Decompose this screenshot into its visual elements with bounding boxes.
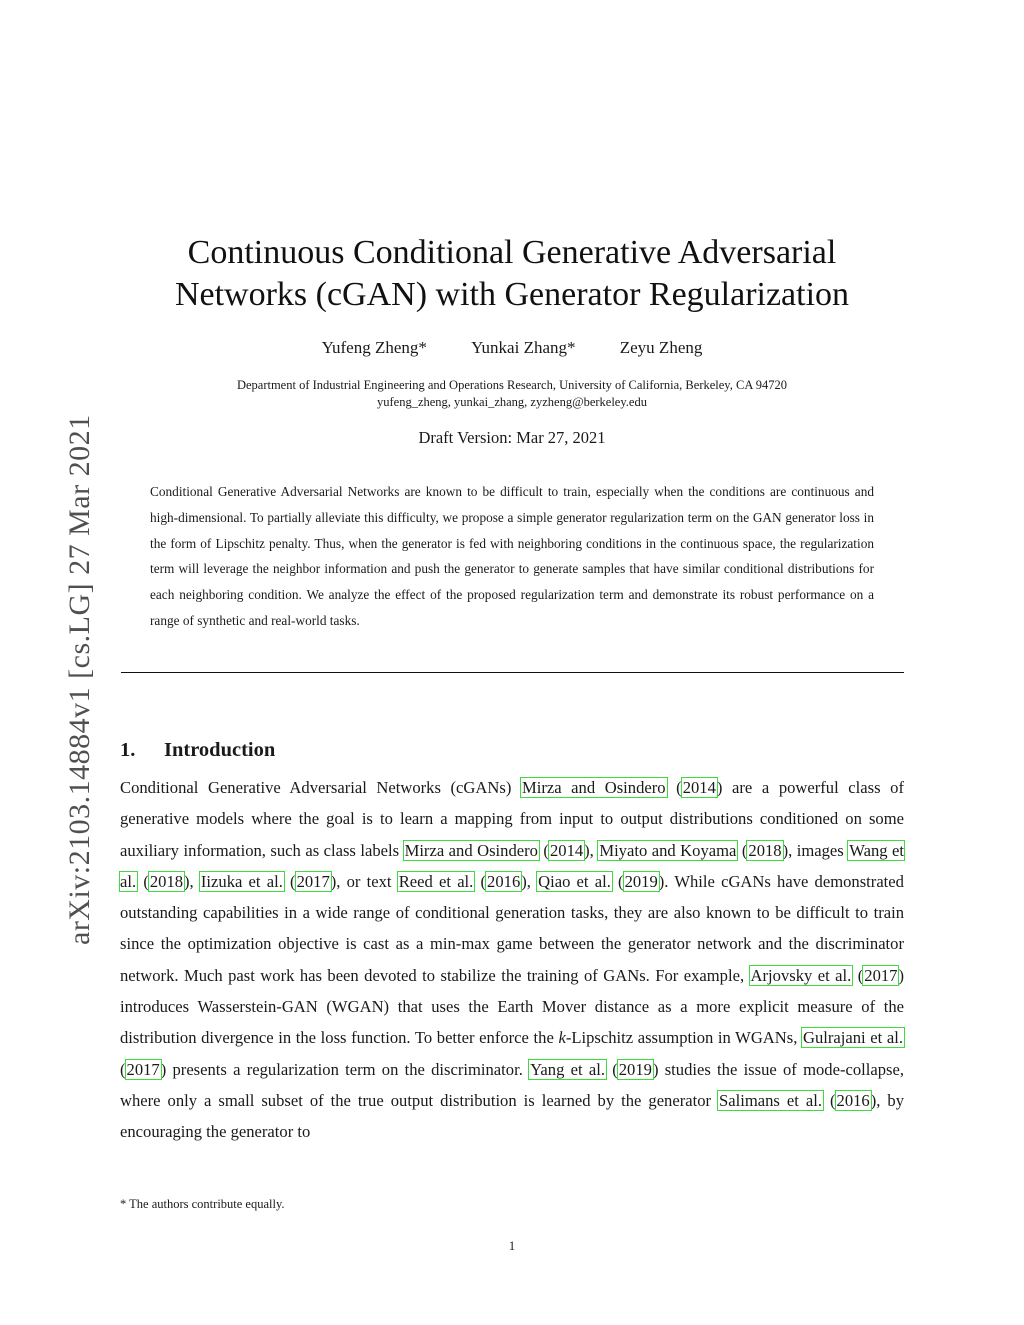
intro-text: -Lipschitz assumption in WGANs, <box>565 1028 802 1048</box>
author-1: Yufeng Zheng* <box>321 338 427 357</box>
intro-text: Conditional Generative Adversarial Networks (cGANs) <box>120 778 521 797</box>
citation-year-link[interactable]: 2017 <box>126 1059 160 1079</box>
citation-link[interactable]: Wang et al. <box>120 840 904 891</box>
intro-text: are a powerful class of generative models where the goal is to learn a mapping from input to output distributions conditioned on some auxiliary information, such as class labels <box>120 778 904 860</box>
citation-link[interactable]: Qiao et al. <box>538 871 611 891</box>
citation-link[interactable]: Arjovsky et al. <box>750 965 852 985</box>
paper-title <box>0 232 1024 316</box>
arxiv-identifier: arXiv:2103.14884v1 [cs.LG] 27 Mar 2021 <box>63 414 96 945</box>
citation-year-link[interactable]: 2016 <box>836 1090 870 1110</box>
title-line-1: Continuous Conditional Generative Adversarial <box>187 234 837 271</box>
title-line-2: Networks (cGAN) with Generator Regularization <box>174 276 850 313</box>
citation-link[interactable]: Mirza and Osindero <box>521 778 666 797</box>
page-number: 1 <box>508 1239 516 1253</box>
intro-text: presents a regularization term on the discriminator. <box>166 1059 530 1079</box>
citation-year-link[interactable]: 2019 <box>618 1059 652 1079</box>
citation-year-link[interactable]: 2014 <box>549 840 584 860</box>
citation-year-link[interactable]: 2016 <box>487 871 521 891</box>
citation-year-link[interactable]: 2019 <box>624 871 658 891</box>
citation-link[interactable]: Miyato and Koyama <box>599 840 737 860</box>
intro-text: , images <box>788 840 849 860</box>
abstract-divider <box>121 672 904 673</box>
introduction-paragraph: Conditional Generative Adversarial Networks (cGANs) Mirza and Osindero (2014) are a powerful class of generative models where the goal is to learn a mapping from input to output distributions conditioned on some auxiliary information, such as class labels Mirza and Osindero (2014), Miyato and Koyama (2018), images Wang et al. (2018), Iizuka et al. (2017), or text Reed et al. (2016), Qiao et al. (2019). While cGANs have demonstrated outstanding capabilities in a wide range of conditional generation tasks, they are also known to be difficult to train since the optimization objective is cast as a min-max game between the generator network and the discriminator network. Much past work has been devoted to stabilize the training of GANs. For example, Arjovsky et al. (2017) introduces Wasserstein-GAN (WGAN) that uses the Earth Mover distance as a more explicit measure of the distribution divergence in the loss function. To better enforce the k-Lipschitz assumption in WGANs, Gulrajani et al. (2017) presents a regularization term on the discriminator. Yang et al. (2019) studies the issue of mode-collapse, where only a small subset of the true output distribution is learned by the generator Salimans et al. (2016), by encouraging the generator to <box>120 778 904 1142</box>
intro-text: . While cGANs have demonstrated outstanding capabilities in a wide range of conditional generation tasks, they are also known to be difficult to train since the optimization objective is cast as a min-max game between the generator network and the discriminator network. Much past work has been devoted to stabilize the training of GANs. For example, <box>120 871 904 985</box>
affiliation-emails: yufeng_zheng, yunkai_zhang, zyzheng@berkeley.edu <box>377 395 647 409</box>
citation-year-link[interactable]: 2017 <box>864 965 898 985</box>
intro-text: , or text <box>336 871 398 891</box>
intro-text: , by encouraging the generator to <box>120 1090 904 1142</box>
author-3: Zeyu Zheng <box>619 338 703 357</box>
draft-version: Draft Version: Mar 27, 2021 <box>418 428 606 447</box>
citation-year-link[interactable]: 2017 <box>296 871 330 891</box>
section-number: 1. <box>120 739 136 761</box>
citation-year-link[interactable]: 2014 <box>682 778 716 797</box>
citation-link[interactable]: Iizuka et al. <box>200 871 283 891</box>
math-k: k <box>558 1028 566 1048</box>
citation-link[interactable]: Reed et al. <box>398 871 474 891</box>
citation-link[interactable]: Salimans et al. <box>719 1090 822 1110</box>
citation-link[interactable]: Yang et al. <box>530 1059 605 1079</box>
abstract: Conditional Generative Adversarial Networks are known to be difficult to train, especially when the conditions are continuous and high-dimensional. To partially alleviate this difficulty, we propose a simple generator regularization term on the GAN generator loss in the form of Lipschitz penalty. Thus, when the generator is fed with neighboring conditions in the continuous space, the regularization term will leverage the neighbor information and push the generator to generate samples that have similar conditional distributions for each neighboring condition. We analyze the effect of the proposed regularization term and demonstrate its robust performance on a range of synthetic and real-world tasks. <box>150 484 874 628</box>
section-heading <box>120 739 275 762</box>
footnote: * The authors contribute equally. <box>120 1197 285 1211</box>
citation-year-link[interactable]: 2018 <box>748 840 782 860</box>
intro-text: introduces Wasserstein-GAN (WGAN) that uses the Earth Mover distance as a more explicit measure of the distribution divergence in the loss function. To better enforce the <box>120 997 904 1048</box>
affiliation <box>0 377 1024 411</box>
intro-text: studies the issue of mode-collapse, where only a small subset of the true output distribution is learned by the generator <box>120 1059 904 1110</box>
citation-year-link[interactable]: 2018 <box>149 871 184 891</box>
citation-link[interactable]: Gulrajani et al. <box>803 1028 904 1048</box>
author-list <box>0 338 1024 358</box>
affiliation-line-1: Department of Industrial Engineering and Operations Research, University of California, Berkeley, CA 94720 <box>236 378 788 392</box>
citation-link[interactable]: Mirza and Osindero <box>404 840 538 860</box>
section-title: Introduction <box>164 739 276 761</box>
author-2: Yunkai Zhang* <box>471 338 576 357</box>
